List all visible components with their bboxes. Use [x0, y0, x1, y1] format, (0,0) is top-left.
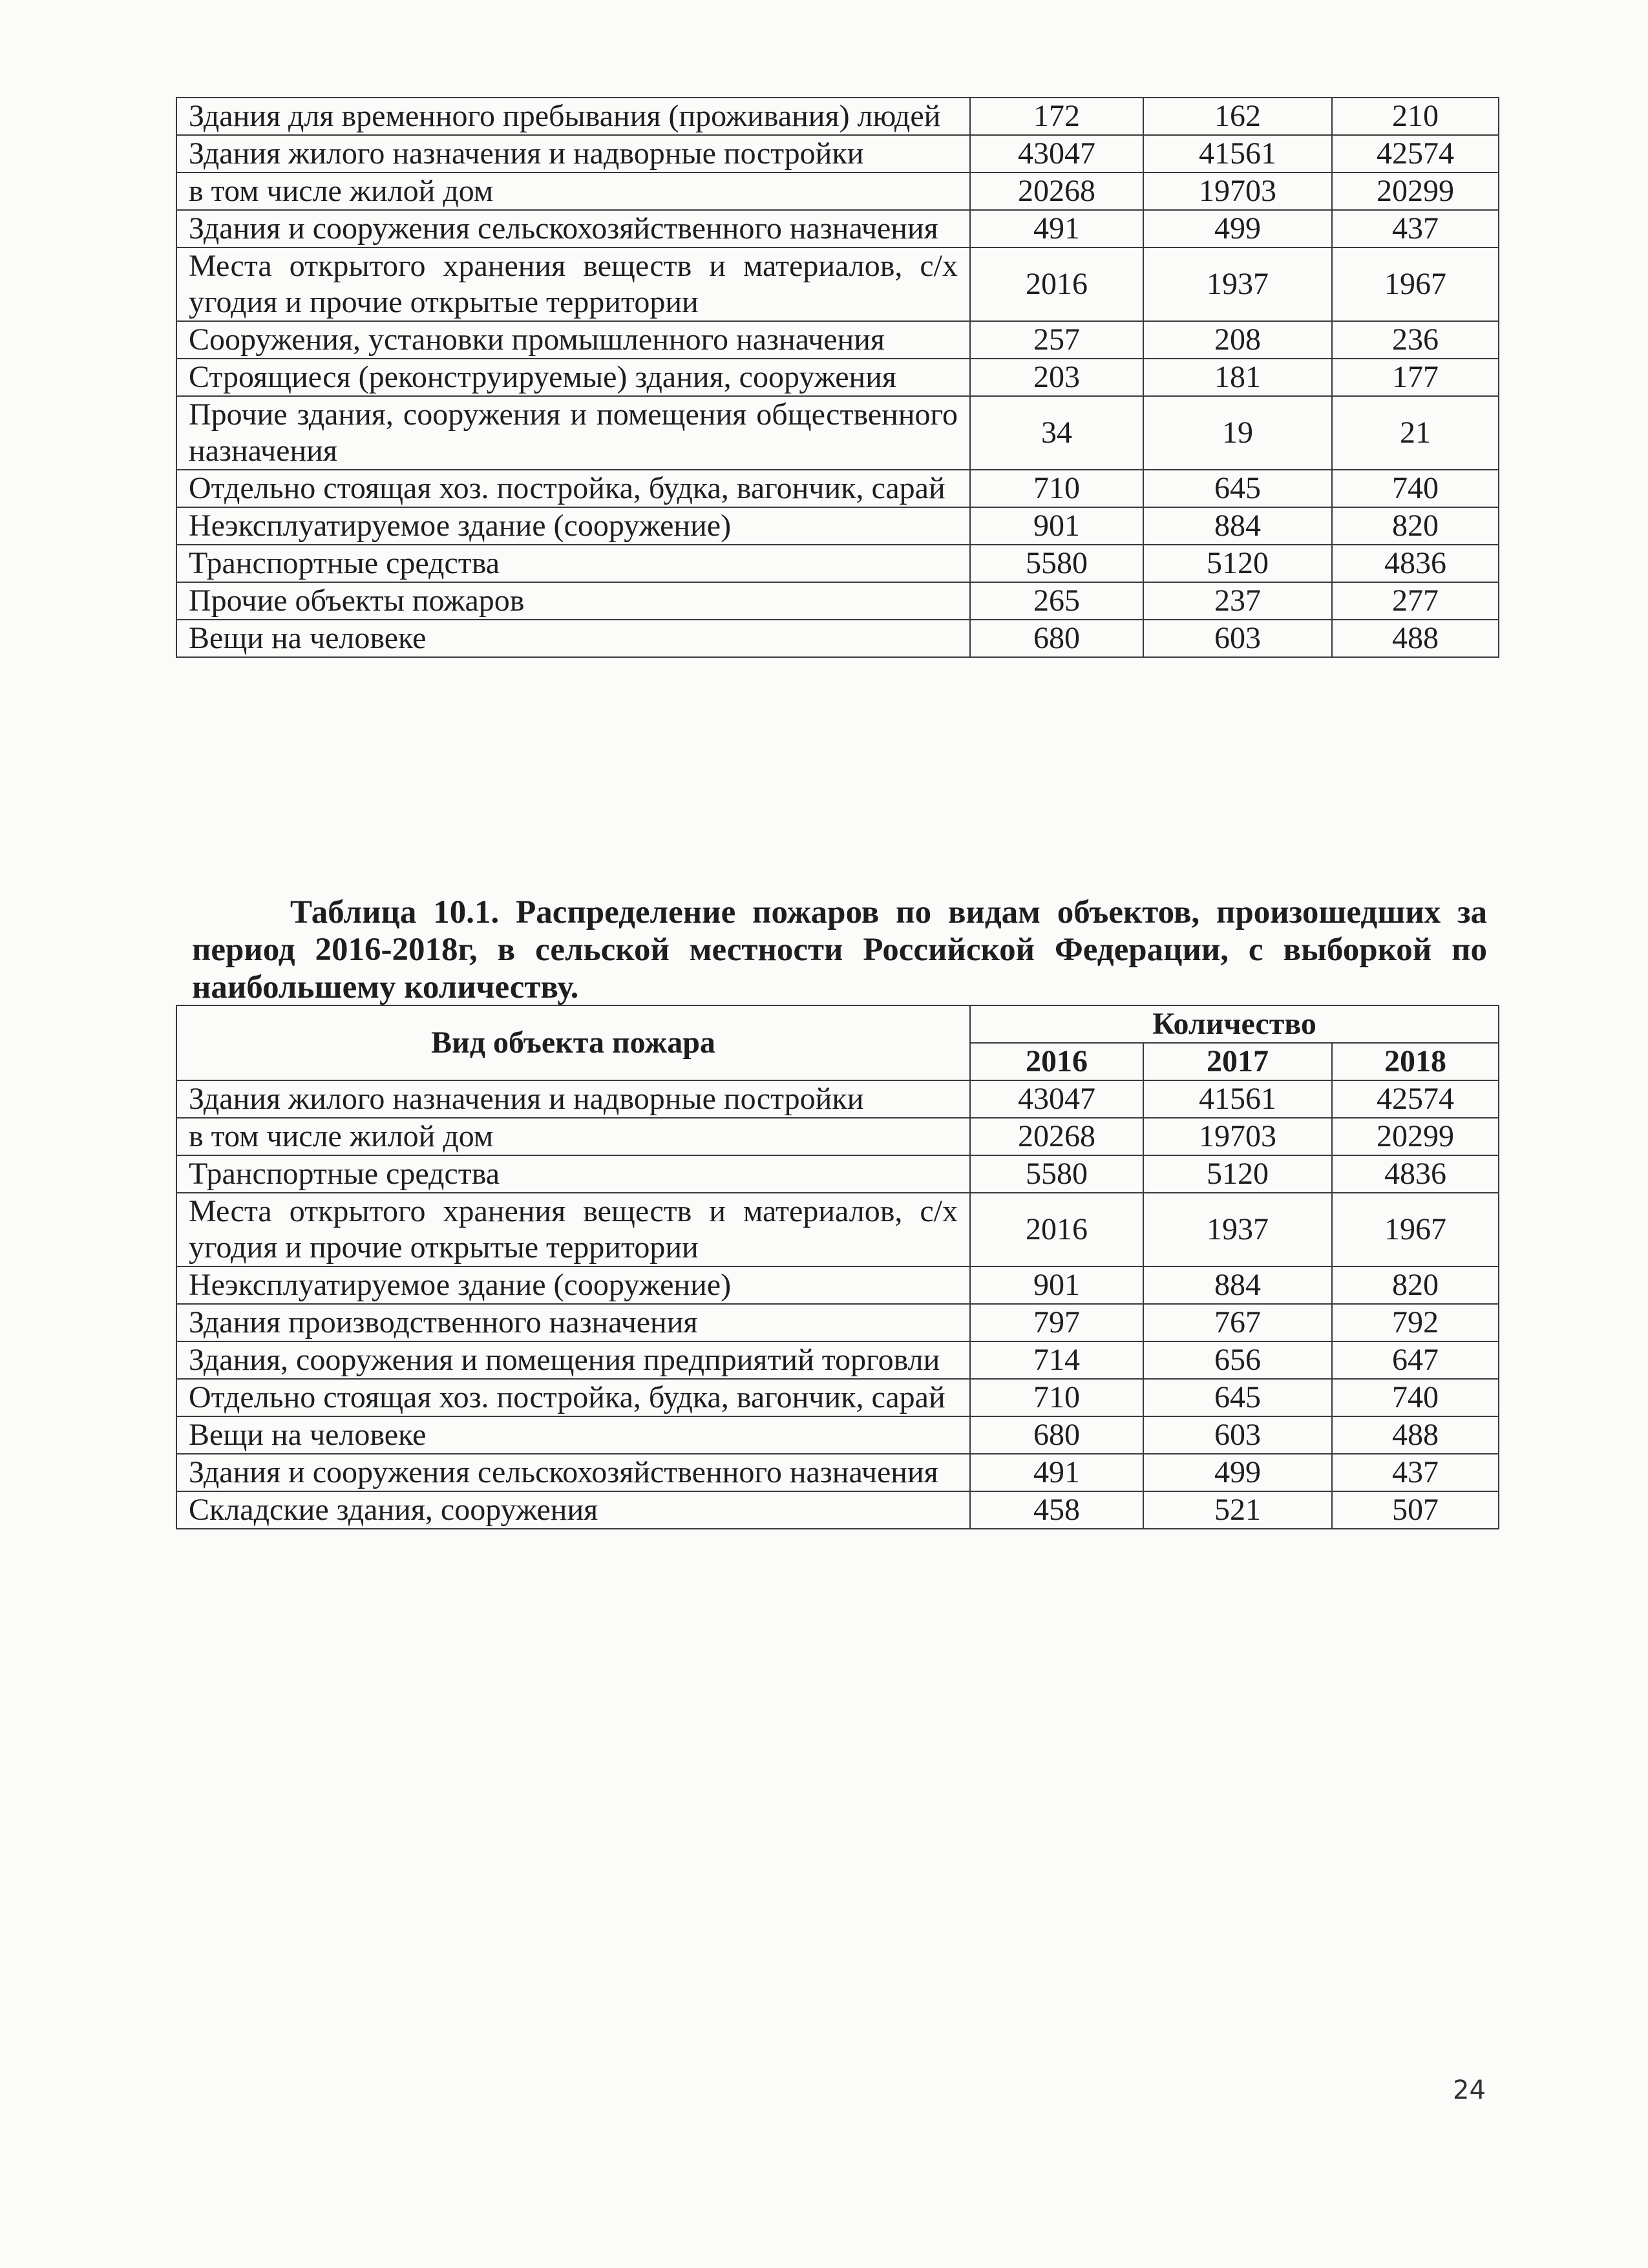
object-type-cell: Неэксплуатируемое здание (сооружение)	[176, 1266, 970, 1304]
table-row	[176, 1080, 1499, 1118]
table-row	[176, 135, 1499, 173]
object-type-cell: Здания жилого назначения и надворные постройки	[176, 135, 970, 173]
value-2016-cell: 714	[970, 1341, 1143, 1379]
table-body	[176, 1080, 1499, 1529]
value-2017-cell: 19	[1143, 396, 1332, 470]
value-2018-cell: 647	[1332, 1341, 1499, 1379]
table-row	[176, 620, 1499, 657]
object-type-cell: Отдельно стоящая хоз. постройка, будка, вагончик, сарай	[176, 1379, 970, 1416]
value-2016-cell: 43047	[970, 135, 1143, 173]
value-2018-cell: 4836	[1332, 1155, 1499, 1193]
object-type-cell: Места открытого хранения веществ и материалов, с/х угодия и прочие открытые территории	[176, 247, 970, 321]
value-2017-cell: 19703	[1143, 1118, 1332, 1155]
value-2016-cell: 710	[970, 470, 1143, 507]
value-2017-cell: 767	[1143, 1304, 1332, 1341]
value-2016-cell: 797	[970, 1304, 1143, 1341]
value-2016-cell: 172	[970, 98, 1143, 135]
value-2018-cell: 1967	[1332, 1193, 1499, 1266]
page-number: 24	[1453, 2075, 1486, 2105]
value-2018-cell: 42574	[1332, 1080, 1499, 1118]
value-2018-cell: 177	[1332, 359, 1499, 396]
value-2016-cell: 5580	[970, 1155, 1143, 1193]
value-2016-cell: 43047	[970, 1080, 1143, 1118]
object-type-header: Вид объекта пожара	[176, 1005, 970, 1080]
table-body	[176, 98, 1499, 657]
value-2018-cell: 277	[1332, 582, 1499, 620]
quantity-header: Количество	[970, 1005, 1499, 1043]
value-2016-cell: 491	[970, 210, 1143, 247]
value-2016-cell: 458	[970, 1491, 1143, 1529]
value-2017-cell: 1937	[1143, 247, 1332, 321]
year-2017-header: 2017	[1143, 1043, 1332, 1080]
value-2018-cell: 236	[1332, 321, 1499, 359]
table-row	[176, 470, 1499, 507]
value-2017-cell: 162	[1143, 98, 1332, 135]
value-2017-cell: 603	[1143, 1416, 1332, 1454]
table-row	[176, 359, 1499, 396]
object-type-cell: Складские здания, сооружения	[176, 1491, 970, 1529]
value-2017-cell: 41561	[1143, 135, 1332, 173]
value-2017-cell: 5120	[1143, 545, 1332, 582]
value-2018-cell: 488	[1332, 620, 1499, 657]
object-type-cell: Вещи на человеке	[176, 620, 970, 657]
value-2016-cell: 203	[970, 359, 1143, 396]
year-2016-header: 2016	[970, 1043, 1143, 1080]
table-row	[176, 173, 1499, 210]
value-2016-cell: 680	[970, 620, 1143, 657]
value-2018-cell: 488	[1332, 1416, 1499, 1454]
object-type-cell: Транспортные средства	[176, 545, 970, 582]
value-2018-cell: 820	[1332, 1266, 1499, 1304]
table-row	[176, 1193, 1499, 1266]
value-2016-cell: 491	[970, 1454, 1143, 1491]
value-2018-cell: 210	[1332, 98, 1499, 135]
fires-by-object-table	[176, 1005, 1499, 1529]
value-2018-cell: 1967	[1332, 247, 1499, 321]
value-2017-cell: 181	[1143, 359, 1332, 396]
value-2017-cell: 19703	[1143, 173, 1332, 210]
year-2018-header: 2018	[1332, 1043, 1499, 1080]
table-row	[176, 545, 1499, 582]
object-type-cell: Здания, сооружения и помещения предприятий торговли	[176, 1341, 970, 1379]
value-2016-cell: 2016	[970, 1193, 1143, 1266]
object-type-cell: Неэксплуатируемое здание (сооружение)	[176, 507, 970, 545]
value-2018-cell: 437	[1332, 1454, 1499, 1491]
table-header	[176, 1005, 1499, 1080]
table-row	[176, 1454, 1499, 1491]
value-2017-cell: 208	[1143, 321, 1332, 359]
table-row	[176, 507, 1499, 545]
header-row	[176, 1005, 1499, 1043]
value-2017-cell: 237	[1143, 582, 1332, 620]
fires-table-continued	[176, 97, 1499, 658]
value-2017-cell: 645	[1143, 470, 1332, 507]
value-2016-cell: 710	[970, 1379, 1143, 1416]
object-type-cell: Здания для временного пребывания (проживания) людей	[176, 98, 970, 135]
value-2016-cell: 257	[970, 321, 1143, 359]
value-2016-cell: 901	[970, 507, 1143, 545]
object-type-cell: Здания и сооружения сельскохозяйственного назначения	[176, 210, 970, 247]
table-caption: Таблица 10.1. Распределение пожаров по видам объектов, произошедших за период 2016-2018г, в сельской местности Российской Федерации, с выборкой по наибольшему количеству.	[192, 894, 1487, 1005]
value-2016-cell: 265	[970, 582, 1143, 620]
table-row	[176, 1379, 1499, 1416]
table-row	[176, 1491, 1499, 1529]
object-type-cell: Транспортные средства	[176, 1155, 970, 1193]
value-2017-cell: 5120	[1143, 1155, 1332, 1193]
table-row	[176, 1266, 1499, 1304]
value-2017-cell: 499	[1143, 210, 1332, 247]
value-2018-cell: 4836	[1332, 545, 1499, 582]
value-2016-cell: 2016	[970, 247, 1143, 321]
table-row	[176, 1304, 1499, 1341]
value-2016-cell: 5580	[970, 545, 1143, 582]
table-row	[176, 582, 1499, 620]
value-2016-cell: 901	[970, 1266, 1143, 1304]
object-type-cell: Здания и сооружения сельскохозяйственного назначения	[176, 1454, 970, 1491]
value-2016-cell: 20268	[970, 173, 1143, 210]
value-2017-cell: 41561	[1143, 1080, 1332, 1118]
value-2018-cell: 740	[1332, 470, 1499, 507]
object-type-cell: Прочие объекты пожаров	[176, 582, 970, 620]
object-type-cell: Строящиеся (реконструируемые) здания, сооружения	[176, 359, 970, 396]
table-row	[176, 247, 1499, 321]
value-2018-cell: 507	[1332, 1491, 1499, 1529]
object-type-cell: Прочие здания, сооружения и помещения общественного назначения	[176, 396, 970, 470]
table-row	[176, 210, 1499, 247]
value-2017-cell: 603	[1143, 620, 1332, 657]
value-2018-cell: 42574	[1332, 135, 1499, 173]
object-type-cell: в том числе жилой дом	[176, 173, 970, 210]
object-type-cell: Сооружения, установки промышленного назначения	[176, 321, 970, 359]
value-2017-cell: 884	[1143, 1266, 1332, 1304]
object-type-cell: в том числе жилой дом	[176, 1118, 970, 1155]
value-2017-cell: 884	[1143, 507, 1332, 545]
value-2016-cell: 680	[970, 1416, 1143, 1454]
value-2016-cell: 20268	[970, 1118, 1143, 1155]
value-2018-cell: 21	[1332, 396, 1499, 470]
value-2017-cell: 645	[1143, 1379, 1332, 1416]
object-type-cell: Здания жилого назначения и надворные постройки	[176, 1080, 970, 1118]
value-2018-cell: 740	[1332, 1379, 1499, 1416]
value-2018-cell: 20299	[1332, 173, 1499, 210]
table-row	[176, 321, 1499, 359]
value-2018-cell: 792	[1332, 1304, 1499, 1341]
value-2016-cell: 34	[970, 396, 1143, 470]
value-2018-cell: 20299	[1332, 1118, 1499, 1155]
value-2017-cell: 1937	[1143, 1193, 1332, 1266]
table-row	[176, 1341, 1499, 1379]
value-2018-cell: 437	[1332, 210, 1499, 247]
table-row	[176, 1118, 1499, 1155]
table-row	[176, 1155, 1499, 1193]
object-type-cell: Здания производственного назначения	[176, 1304, 970, 1341]
value-2017-cell: 521	[1143, 1491, 1332, 1529]
table-row	[176, 1416, 1499, 1454]
value-2018-cell: 820	[1332, 507, 1499, 545]
object-type-cell: Места открытого хранения веществ и материалов, с/х угодия и прочие открытые территории	[176, 1193, 970, 1266]
table-row	[176, 396, 1499, 470]
object-type-cell: Отдельно стоящая хоз. постройка, будка, вагончик, сарай	[176, 470, 970, 507]
value-2017-cell: 656	[1143, 1341, 1332, 1379]
value-2017-cell: 499	[1143, 1454, 1332, 1491]
object-type-cell: Вещи на человеке	[176, 1416, 970, 1454]
table-row	[176, 98, 1499, 135]
